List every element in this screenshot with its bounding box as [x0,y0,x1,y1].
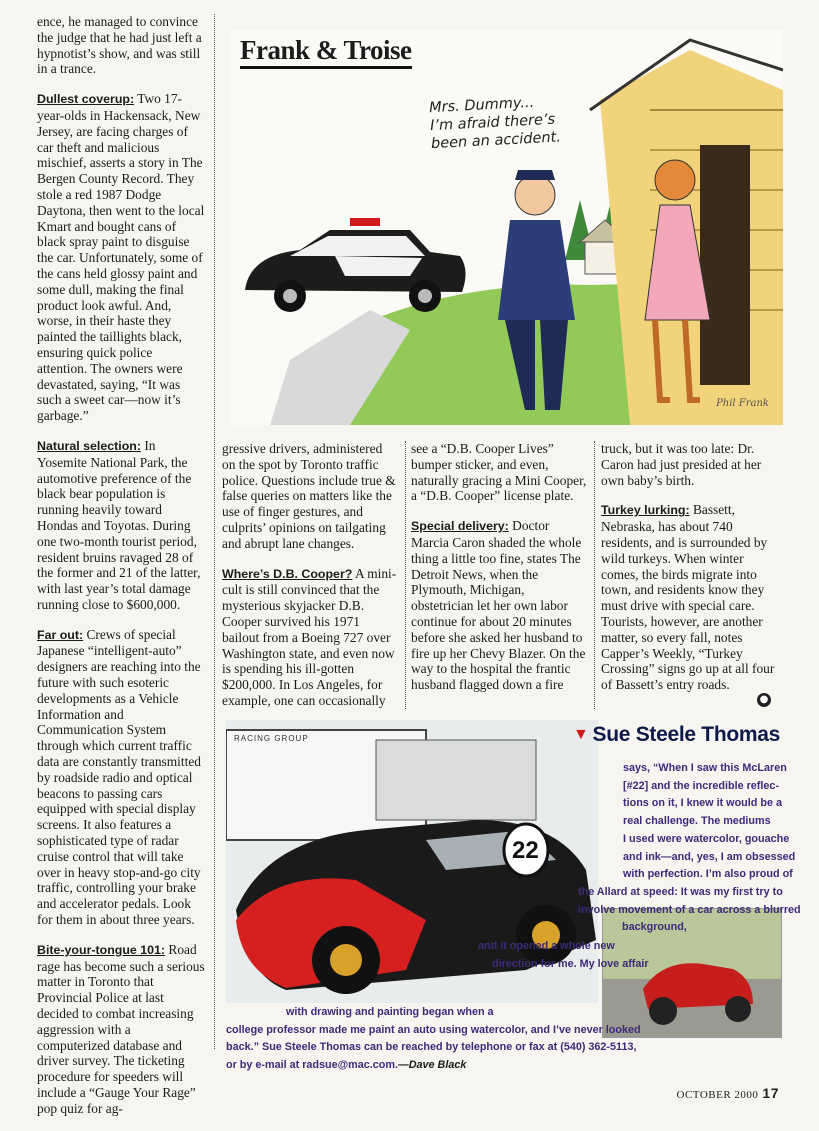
column-2 [222,441,397,723]
item-text: In Yosemite National Park, the automotive preference of the black bear population is running heavily toward Hondas and Toyotas. During one two-month tourist period, resident bruins ravaged 28 of the former and 21 of the latter, with last year’s total damage running close to $600,000. [37,437,201,612]
cartoon-illustration [230,30,783,425]
article-paragraph [411,518,587,693]
caption-line: or by e-mail at radsue@mac.com. [226,1059,398,1072]
article-paragraph [222,566,397,709]
caption-line: with perfection. I’m also proud of [623,868,793,881]
item-text: Doctor Marcia Caron shaded the whole thing a little too fine, states The Detroit News, when the Plymouth, Michigan, obstetrician let her own labor continue for about 20 minutes before she asked her husband to fire up her Chevy Blazer. On the way to the hospital the frantic husband flagged down a fire [411,518,586,693]
cartoonist-signature: Phil Frank [716,398,769,409]
article-paragraph [37,627,205,928]
caption-block-3 [478,938,649,973]
speech-line: Mrs. Dummy... [428,94,535,117]
photo-credit: —Dave Black [397,1059,467,1072]
page-number: 17 [762,1085,779,1101]
caption-line: the Allard at speed: It was my first try to [578,886,783,898]
caption-line: I used were watercolor, gouache [623,832,790,845]
article-paragraph [37,91,205,424]
caption-line: with drawing and painting began when a [286,1006,494,1018]
car-number: 22 [512,837,539,864]
caption-line: college professor made me paint an auto using watercolor, and I’ve never looked [226,1023,641,1036]
article-paragraph [601,441,781,488]
item-lead: Bite-your-tongue 101: [37,942,166,957]
item-lead: Far out: [37,627,84,642]
caption-block-2 [578,884,801,937]
article-paragraph [601,502,781,693]
article-paragraph [411,441,587,504]
article-paragraph [37,942,205,1117]
item-text: truck, but it was too late: Dr. Caron had just presided at her own baby’s birth. [601,441,762,488]
caption-block-4 [226,1004,641,1075]
caption-line: and ink—and, yes, I am obsessed [623,850,796,863]
item-text: Road rage has become such a serious matter in Toronto that Provincial Police at last decided to combat increasing aggression with a computerized database and driver survey. The ticketing procedure for speeders will include a “Gauge Your Rage” pop quiz for ag- [37,941,205,1116]
item-text: see a “D.B. Cooper Lives” bumper sticker, and even, naturally gracing a Mini Cooper, a “D.B. Cooper” license plate. [411,441,587,504]
caption-line: [#22] and the incredible reflec- [623,779,780,792]
item-text: gressive drivers, administered on the spot by Toronto traffic police. Questions include true & false queries on matters like the use of finger gestures, and culprits’ opinions on tailgating and abrupt lane changes. [222,441,396,551]
item-text: ence, he managed to convince the judge that he had just left a hypnotist’s show, and was still in a trance. [37,14,202,77]
column-3 [411,441,587,707]
article-paragraph [222,441,397,552]
end-mark-icon: ● [757,693,771,707]
caption-block-1 [623,760,795,884]
speech-balloon [429,91,592,153]
artist-name: Sue Steele Thomas [592,723,781,746]
racing-group-sign: RACING GROUP [234,734,309,743]
item-text: Bassett, Nebraska, has about 740 residents, and is surrounded by wild turkeys. When winter comes, the birds migrate into town, and residents know they must drive with special care. Tourists, however, are another matter, so every fall, notes Capper’s Weekly, “Turkey Crossing” signs go up at all four of Bassett’s entry roads. [601,502,775,693]
caption-line: and it opened a whole new [478,940,615,952]
artist-heading [573,723,780,747]
caption-line [226,1057,641,1075]
column-rule [594,441,595,709]
item-lead: Natural selection: [37,438,141,453]
speech-line: been an accident. [430,129,562,153]
item-lead: Where’s D.B. Cooper? [222,566,353,581]
item-text: A mini-cult is still convinced that the mysterious skyjacker D.B. Cooper survived his 1971 bailout from a Boeing 727 over Washington state, and even now is spending his ill-gotten $200,000. In Los Angeles, for example, one can occasionally [222,565,397,708]
column-4 [601,441,781,707]
cartoon-title: Frank & Troise [240,34,412,69]
speech-line: I’m afraid there’s [429,111,556,135]
article-paragraph [37,14,205,77]
caption-line: says, “When I saw this McLaren [623,762,787,774]
column-rule [405,441,406,709]
caption-line: back.” Sue Steele Thomas can be reached by telephone or fax at (540) 362-5113, [226,1041,637,1054]
column-rule [214,14,215,1049]
caption-line: background, [622,921,687,934]
caption-line: real challenge. The mediums [623,815,771,828]
caption-line: tions on it, I knew it would be a [623,797,782,810]
article-paragraph [37,438,205,613]
caption-line: involve movement of a car across a blurred [578,903,801,916]
item-text: Two 17-year-olds in Hackensack, New Jersey, are facing charges of car theft and malicious mischief, asserts a story in The Bergen County Record. They stole a red 1987 Dodge Daytona, then went to the local Kmart and bought cans of black spray paint to disguise the car. Unfortunately, some of the cans held glossy paint and some dull, making the final product look awful. And, worse, in their haste they painted the taillights black, ensuring quick police attention. The owners were devastated, saying, “It was such a sweet car—now it’s garbage.” [37,91,205,424]
item-lead: Special delivery: [411,519,509,534]
item-text: Crews of special Japanese “intelligent-auto” designers are reaching into the future with such esoteric developments as a Vehicle Information and Communication System through which current traffic data are constantly transmitted by roadside radio and optical beacons to passing cars equipped with special display screens. It also features a sophisticated type of radar cruise control that will take over in heavy stop-and-go city traffic, controlling your brake and accelerator pedals. Look for them in about three years. [37,626,201,928]
cartoon-panel [230,30,783,425]
page-footer [677,1085,779,1101]
left-column [37,14,205,1131]
item-lead: Dullest coverup: [37,92,135,107]
issue-date: OCTOBER 2000 [676,1089,759,1101]
triangle-bullet-icon: ▼ [573,726,589,743]
item-lead: Turkey lurking: [601,503,690,518]
caption-line: direction for me. My love affair [492,957,649,970]
